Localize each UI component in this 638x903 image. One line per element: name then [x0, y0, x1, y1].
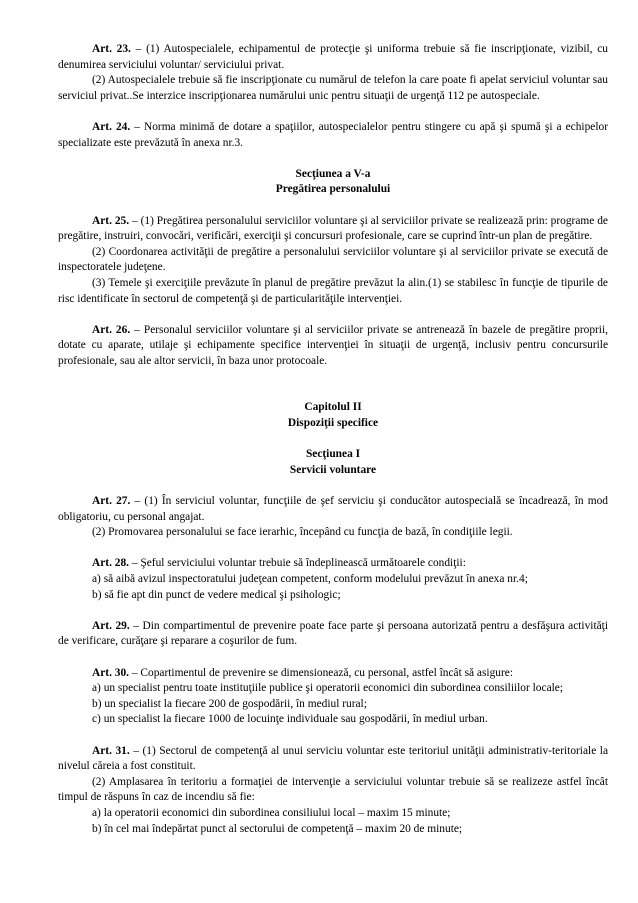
art26-heading: Art. 26.: [92, 323, 131, 336]
art28-heading: Art. 28.: [92, 557, 130, 570]
chapter2-subtitle: Dispoziţii specifice: [287, 417, 379, 430]
art30-item-a: a) un specialist pentru toate instituţiile publice şi operatorii economici din subordinea consiliilor locale;: [92, 682, 564, 695]
art31-item-b: b) în cel mai îndepărtat punct al sectorului de competenţă – maxim 20 de minute;: [92, 822, 463, 835]
art27-paragraph-2: (2) Promovarea personalului se face ierarhic, începând cu funcţia de bază, în condiţiile legii.: [92, 526, 513, 539]
art23-heading: Art. 23.: [92, 43, 131, 55]
section5-subtitle: Pregătirea personalului: [275, 183, 391, 196]
art30-item-b: b) un specialist la fiecare 200 de gospodării, în mediul rural;: [92, 697, 367, 710]
art25-paragraph-3: (3) Temele şi exerciţiile prevăzute în planul de pregătire prevăzut la alin.(1) se stabilesc în funcţie de tipurile de risc identificate în sectorul de competenţă şi de particularităţile intervenţiei.: [58, 276, 608, 305]
art23-paragraph-2: (2) Autospecialele trebuie să fie inscripţionate cu numărul de telefon la care poate fi apelat serviciul voluntar sau serviciul privat..Se interzice inscripţionarea numărului unic pentru situaţii de urgenţă 112 pe autospeciale.: [58, 74, 608, 102]
art24-heading: Art. 24.: [92, 120, 131, 133]
art27-text-1: – (1) În serviciul voluntar, funcţiile de şef serviciu şi conducător autospecială se încadrează, în mod obligatoriu, cu personal angajat.: [58, 495, 609, 523]
art29-paragraph: [58, 619, 608, 650]
art28-paragraph: [58, 556, 608, 572]
art25-text-1: – (1) Pregătirea personalului serviciilor voluntare şi al serviciilor private se realizează prin: programe de pregătire, instruiri, convocări, verificări, exerciţii şi concursuri profesionale, care se cuprind într-un plan de pregătire.: [58, 214, 608, 243]
art31-item-a: a) la operatorii economici din subordinea consiliului local – maxim 15 minute;: [92, 806, 451, 819]
art26-paragraph: [58, 323, 608, 370]
art29-text: – Din compartimentul de prevenire poate face parte şi persoana autorizată pentru a desfăşura activităţi de verificare, curăţare şi reparare a coşurilor de fum.: [58, 619, 608, 648]
art31-text-1: – (1) Sectorul de competenţă al unui serviciu voluntar este teritoriul unităţii administrativ-teritoriale la nivelul căreia a fost constituit.: [58, 744, 608, 773]
section1-title: Secţiunea I: [305, 448, 361, 461]
art30-text: – Copartimentul de prevenire se dimensionează, cu personal, astfel încât să asigure:: [129, 666, 513, 679]
art28-item-b: b) să fie apt din punct de vedere medical şi psihologic;: [92, 588, 341, 601]
document-page: [58, 42, 608, 837]
art27-heading: Art. 27.: [92, 495, 131, 508]
art25-paragraph-1: [58, 214, 608, 245]
art23-text-1: – (1) Autospecialele, echipamentul de protecţie şi uniforma trebuie să fie inscripţionate, vizibil, cu denumirea serviciului voluntar/ serviciului privat.: [58, 43, 608, 71]
art31-heading: Art. 31.: [92, 744, 130, 757]
art26-text: – Personalul serviciilor voluntare şi al serviciilor private se antrenează în bazele de pregătire proprii, dotate cu aparate, utilaje şi echipamente specifice intervenţiei în situaţii de urgenţă, inclusiv pentru concursurile profesionale, sau ale altor servicii, în baza unor protocoale.: [58, 323, 608, 367]
art30-paragraph: [58, 666, 608, 682]
art24-paragraph: [58, 120, 608, 151]
art28-item-a: a) să aibă avizul inspectoratului judeţean competent, conform modelului prevăzut în anexa nr.4;: [92, 573, 528, 585]
art31-paragraph-1: [58, 744, 608, 775]
art31-paragraph-2: (2) Amplasarea în teritoriu a formaţiei de intervenţie a serviciului voluntar trebuie să se realizeze astfel încât timpul de răspuns în caz de incendiu să fie:: [58, 775, 608, 804]
art23-paragraph-1: [58, 42, 608, 73]
art25-heading: Art. 25.: [92, 214, 130, 227]
art29-heading: Art. 29.: [92, 619, 130, 632]
art30-item-c: c) un specialist la fiecare 1000 de locuinţe individuale sau gospodării, în mediul urban.: [92, 713, 488, 726]
art25-paragraph-2: (2) Coordonarea activităţii de pregătire a personalului serviciilor voluntare şi al serviciilor private se execută de inspectoratele judeţene.: [58, 245, 608, 274]
art24-text: – Norma minimă de dotare a spaţiilor, autospecialelor pentru stingere cu apă şi spumă şi a echipelor specializate este prevăzută în anexa nr.3.: [58, 120, 608, 149]
art30-heading: Art. 30.: [92, 666, 130, 679]
art27-paragraph-1: [58, 494, 608, 525]
section5-title: Secţiunea a V-a: [295, 167, 371, 180]
section1-subtitle: Servicii voluntare: [289, 463, 377, 476]
chapter2-title: Capitolul II: [304, 401, 362, 414]
art28-text: – Şeful serviciului voluntar trebuie să îndeplinească următoarele condiţii:: [129, 557, 466, 570]
